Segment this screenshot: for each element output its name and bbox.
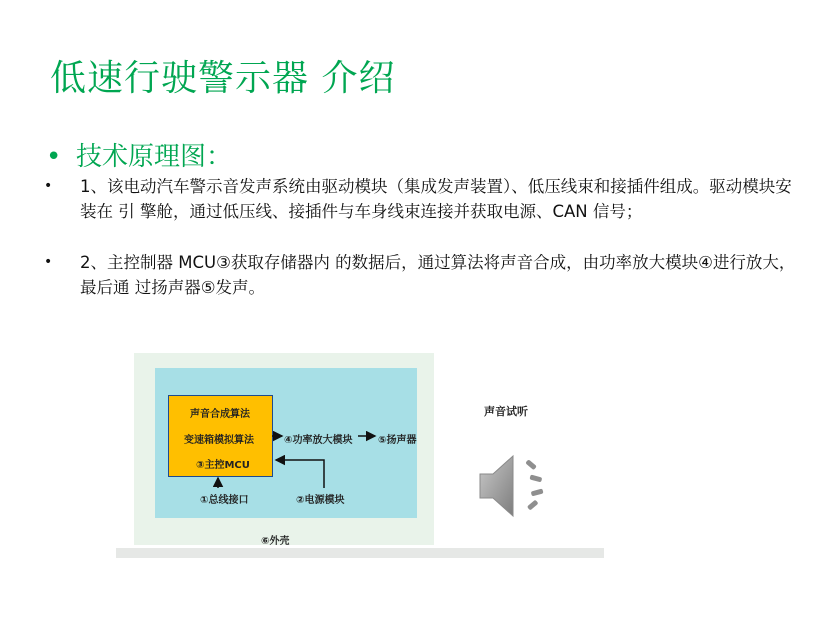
- bullet-dot: •: [44, 178, 53, 194]
- mcu-line-main-controller: ③主控MCU: [196, 460, 250, 471]
- slide-title: 低速行驶警示器 介绍: [50, 58, 396, 99]
- mcu-line-gearbox-simulation: 变速箱模拟算法: [184, 435, 254, 446]
- bullet-text-2: 2、主控制器 MCU③获取存储器内 的数据后，通过算法将声音合成，由功率放大模块④进行放大，最后通 过扬声器⑤发声。: [80, 253, 796, 297]
- shell-label: ⑥外壳: [261, 536, 290, 547]
- audio-preview-label: 声音试听: [484, 405, 528, 418]
- power-module-label: ②电源模块: [296, 495, 345, 506]
- arrow-power-to-mcu: [276, 460, 324, 488]
- bullet-dot: •: [46, 142, 62, 172]
- bullet-text-1: 1、该电动汽车警示音发声系统由驱动模块（集成发声装置）、低压线束和接插件组成。驱动模块安装在 引 擎舱，通过低压线、接插件与车身线束连接并获取电源、CAN 信号；: [80, 177, 792, 221]
- bus-interface-label: ①总线接口: [200, 495, 249, 506]
- amplifier-module-label: ④功率放大模块: [284, 435, 353, 446]
- speaker-output-label: ⑤扬声器: [378, 435, 417, 446]
- subheading-text: 技术原理图：: [76, 142, 233, 172]
- mcu-line-sound-synthesis: 声音合成算法: [190, 409, 250, 420]
- bullet-dot: •: [44, 254, 53, 270]
